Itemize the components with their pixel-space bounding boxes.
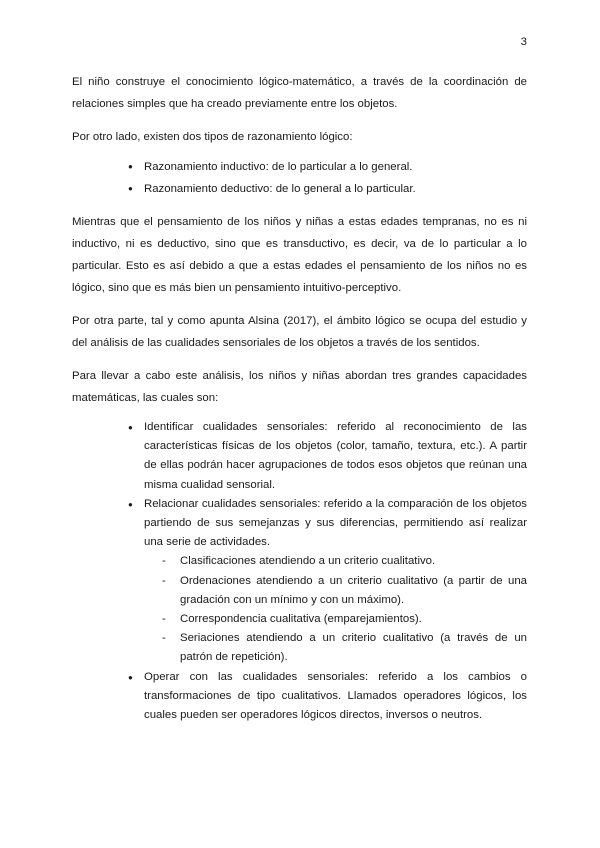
list-item-text: Relacionar cualidades sensoriales: referido a la comparación de los objetos partiendo de sus semejanzas y sus diferencias, permitiendo así realizar una serie de actividades. [144,497,527,549]
relate-activities-list [144,552,527,667]
paragraph-alsina: Por otra parte, tal y como apunta Alsina (2017), el ámbito lógico se ocupa del estudio y del análisis de las cualidades sensoriales de los objetos a través de los sentidos. [72,315,527,349]
list-item: ● Razonamiento deductivo: de lo general a lo particular. [72,178,527,200]
list-item-identify [72,418,527,495]
capacities-list [72,418,527,725]
paragraph-logic-knowledge: El niño construye el conocimiento lógico-matemático, a través de la coordinación de relaciones simples que ha creado previamente entre los objetos. [72,76,527,110]
sub-list-item: - Seriaciones atendiendo a un criterio cualitativo (a través de un patrón de repetición). [144,629,527,667]
reasoning-types-list [72,156,527,200]
sub-list-item: - Ordenaciones atendiendo a un criterio cualitativo (a partir de una gradación con un mínimo y con un máximo). [144,572,527,610]
list-item-relate [72,495,527,668]
list-item-text: Identificar cualidades sensoriales: referido al reconocimiento de las características físicas de los objetos (color, tamaño, textura, etc.). A partir de ellas podrán hacer agrupaciones de todos esos objetos que reúnan una misma cualidad sensorial. [144,421,527,491]
list-item-operate [72,668,527,726]
paragraph-reasoning-intro: Por otro lado, existen dos tipos de razonamiento lógico: [72,131,353,143]
list-item-text: Operar con las cualidades sensoriales: referido a los cambios o transformaciones de tipo cualitativos. Llamados operadores lógicos, los cuales pueden ser operadores lógicos directos, inversos o neutros. [144,670,527,722]
sub-list-item: - Clasificaciones atendiendo a un criterio cualitativo. [144,552,527,571]
paragraph-capacities-intro: Para llevar a cabo este análisis, los niños y niñas abordan tres grandes capacidades matemáticas, las cuales son: [72,370,527,404]
sub-list-item: - Correspondencia cualitativa (emparejamientos). [144,610,527,629]
page-number: 3 [520,36,527,48]
document-body [72,71,527,736]
list-item: ● Razonamiento inductivo: de lo particular a lo general. [72,156,527,178]
paragraph-transductive: Mientras que el pensamiento de los niños y niñas a estas edades tempranas, no es ni inductivo, ni es deductivo, sino que es transductivo, es decir, va de lo particular a lo particular. Esto es así debido a que a estas edades el pensamiento de los niños no es lógico, sino que es más bien un pensamiento intuitivo-perceptivo. [72,216,527,294]
